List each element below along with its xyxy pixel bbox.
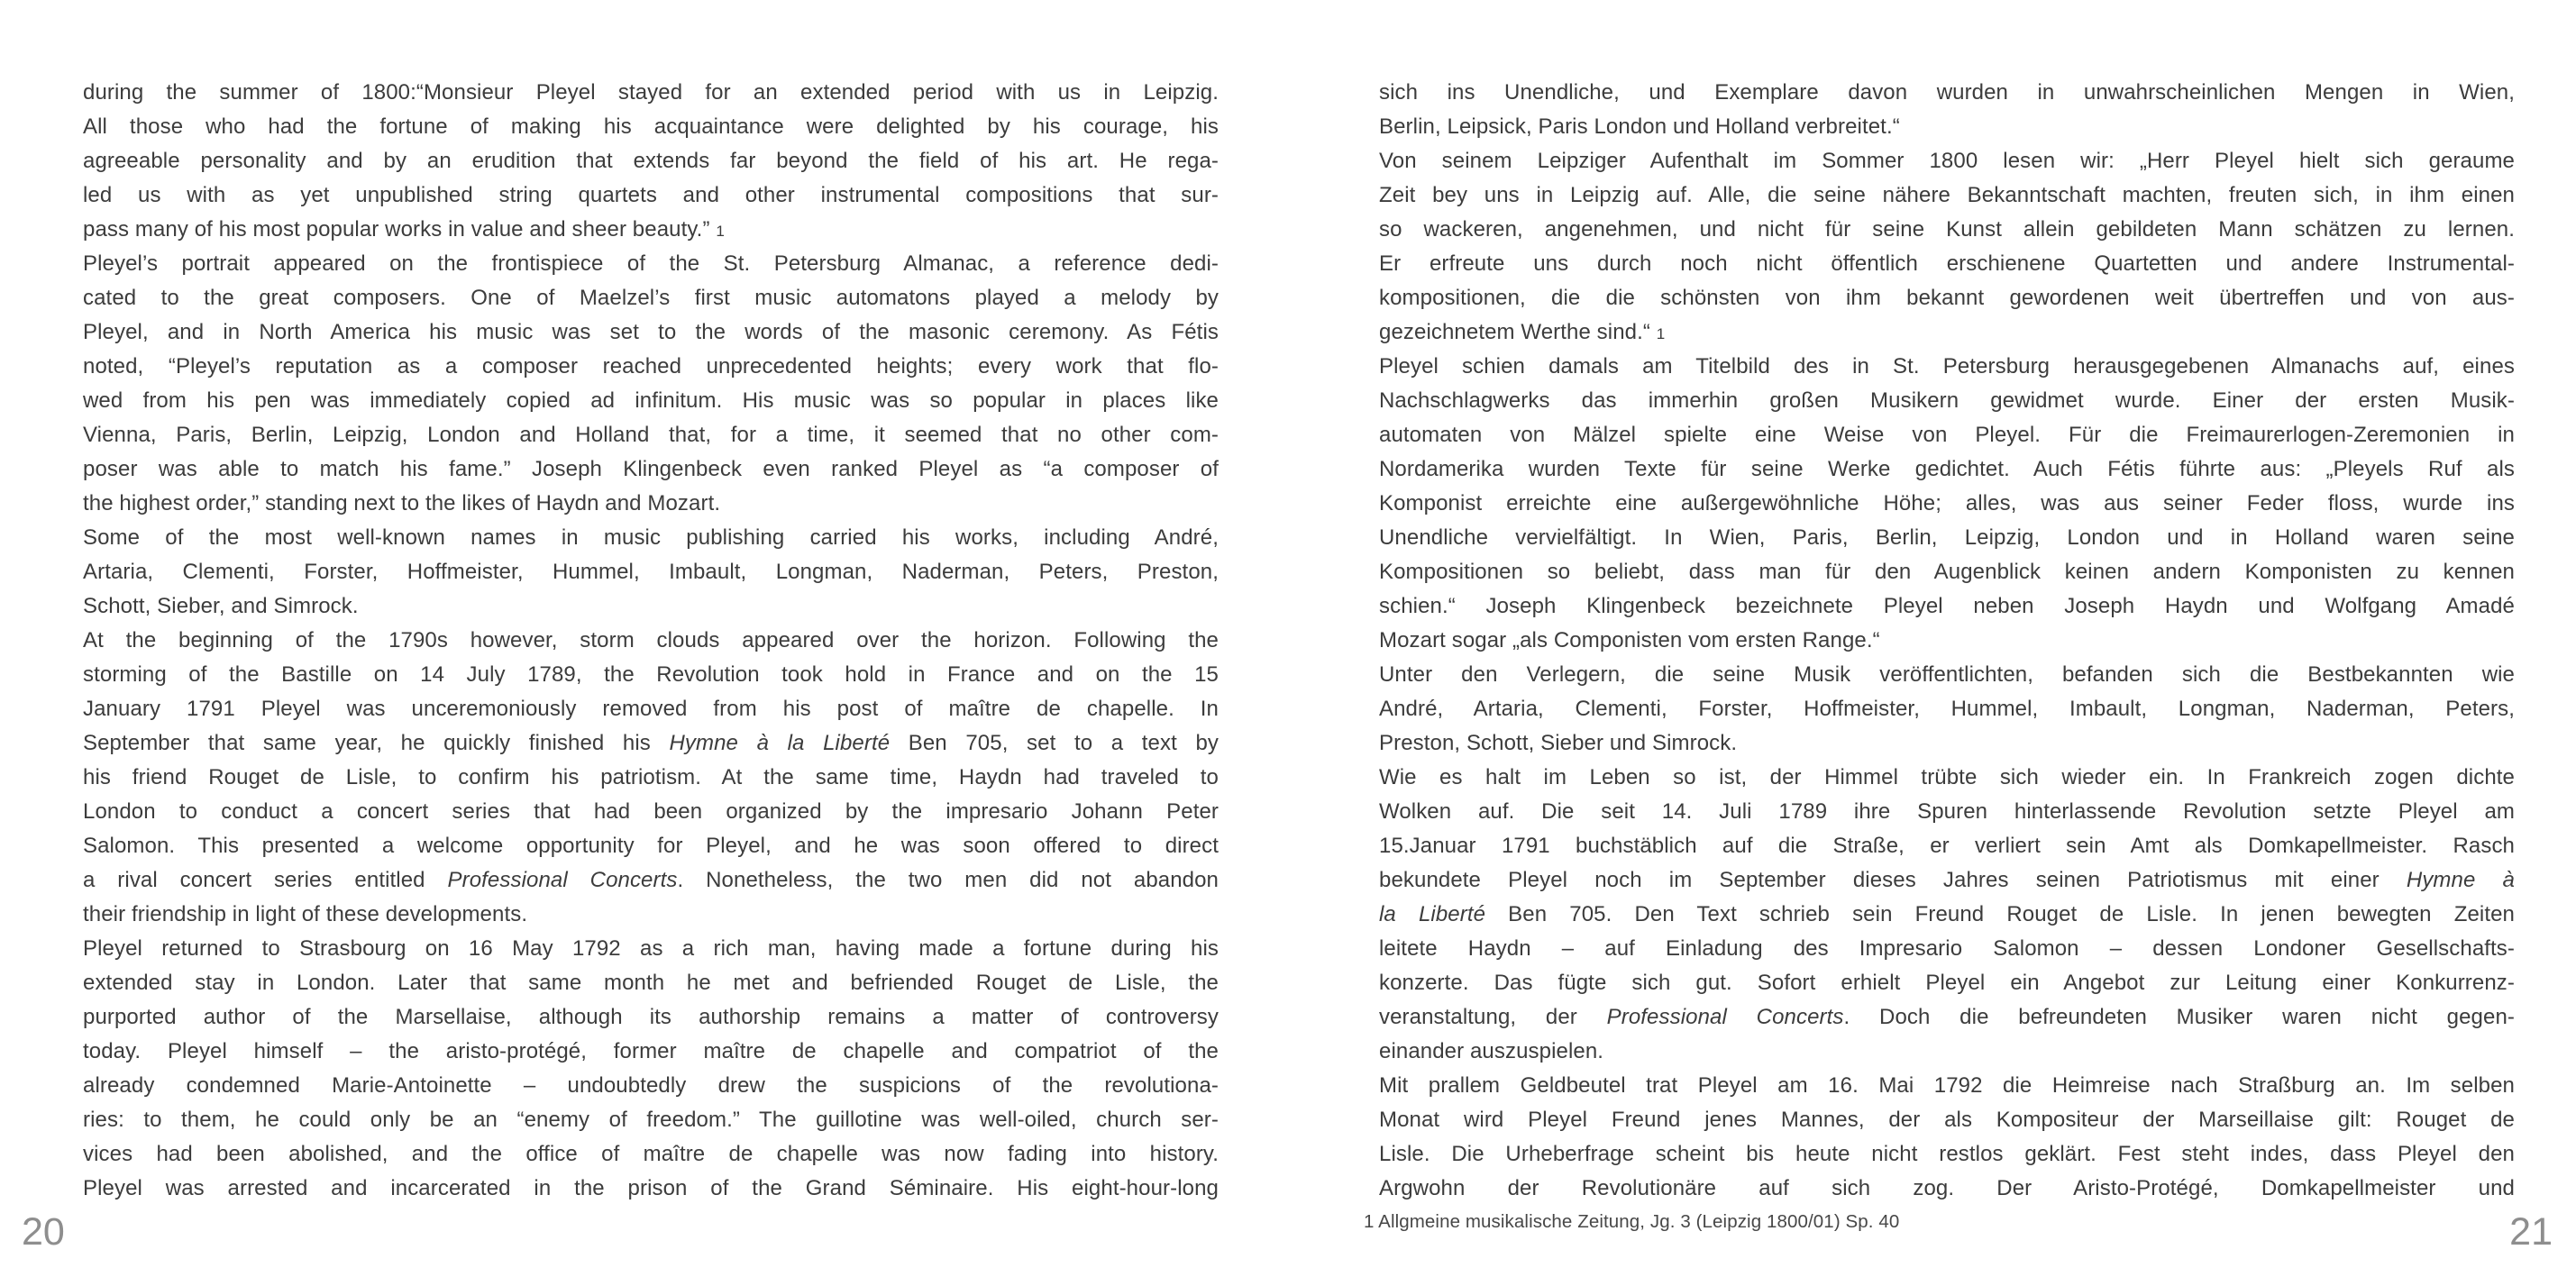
text-line: automaten von Mälzel spielte eine Weise von Pleyel. Für die Freimaurerlogen-Zeremonien in bbox=[1379, 423, 2515, 447]
text-line: 15.Januar 1791 buchstäblich auf die Straße, er verliert sein Amt als Domkapellmeister. Rasch bbox=[1379, 834, 2515, 858]
text-line: Er erfreute uns durch noch nicht öffentlich erschienene Quartetten und andere Instrumental- bbox=[1379, 251, 2515, 276]
page-right bbox=[1288, 0, 2576, 1277]
text-line: led us with as yet unpublished string quartets and other instrumental compositions that sur- bbox=[83, 183, 1219, 207]
italic-run: Professional Concerts bbox=[1606, 1005, 1844, 1029]
text-line: September that same year, he quickly finished his Hymne à la Liberté Ben 705, set to a text by bbox=[83, 731, 1219, 755]
text-line: their friendship in light of these developments. bbox=[83, 902, 528, 926]
text-line: Nachschlagwerks das immerhin großen Musikern gewidmet wurde. Einer der ersten Musik- bbox=[1379, 388, 2515, 413]
text-line: einander auszuspielen. bbox=[1379, 1039, 1604, 1063]
text-line: kompositionen, die die schönsten von ihm bekannt gewordenen weit übertreffen und von aus- bbox=[1379, 286, 2515, 310]
text-line: Unendliche vervielfältigt. In Wien, Paris, Berlin, Leipzig, London und in Holland waren seine bbox=[1379, 525, 2515, 550]
italic-run: Professional Concerts bbox=[447, 868, 678, 892]
text-line: gezeichnetem Werthe sind.“ 1 bbox=[1379, 320, 1666, 344]
text-line: Some of the most well-known names in music publishing carried his works, including André, bbox=[83, 525, 1219, 550]
text-line: wed from his pen was immediately copied ad infinitum. His music was so popular in places like bbox=[83, 388, 1219, 413]
text-line: Berlin, Leipsick, Paris London und Holland verbreitet.“ bbox=[1379, 114, 1900, 139]
text-line: January 1791 Pleyel was unceremoniously removed from his post of maître de chapelle. In bbox=[83, 697, 1219, 721]
text-line: cated to the great composers. One of Maelzel’s first music automatons played a melody by bbox=[83, 286, 1219, 310]
text-line: so wackeren, angenehmen, und nicht für seine Kunst allein gebildeten Mann schätzen zu lernen. bbox=[1379, 217, 2515, 242]
text-line: Salomon. This presented a welcome opportunity for Pleyel, and he was soon offered to direct bbox=[83, 834, 1219, 858]
text-line: Pleyel, and in North America his music was set to the words of the masonic ceremony. As Fétis bbox=[83, 320, 1219, 344]
text-line: agreeable personality and by an erudition that extends far beyond the field of his art. He rega- bbox=[83, 149, 1219, 173]
text-line: konzerte. Das fügte sich gut. Sofort erhielt Pleyel ein Angebot zur Leitung einer Konkurrenz- bbox=[1379, 971, 2515, 995]
text-line: noted, “Pleyel’s reputation as a composer reached unprecedented heights; every work that flo- bbox=[83, 354, 1219, 379]
text-line: At the beginning of the 1790s however, storm clouds appeared over the horizon. Following the bbox=[83, 628, 1219, 652]
text-line: André, Artaria, Clementi, Forster, Hoffmeister, Hummel, Imbault, Longman, Naderman, Peters, bbox=[1379, 697, 2515, 721]
text-line: during the summer of 1800:“Monsieur Pleyel stayed for an extended period with us in Leipzig. bbox=[83, 80, 1219, 105]
text-line: schien.“ Joseph Klingenbeck bezeichnete Pleyel neben Joseph Haydn und Wolfgang Amadé bbox=[1379, 594, 2515, 618]
text-line: purported author of the Marsellaise, although its authorship remains a matter of controversy bbox=[83, 1005, 1219, 1029]
text-line: Wolken auf. Die seit 14. Juli 1789 ihre Spuren hinterlassende Revolution setzte Pleyel am bbox=[1379, 799, 2515, 824]
text-line: Von seinem Leipziger Aufenthalt im Sommer 1800 lesen wir: „Herr Pleyel hielt sich geraume bbox=[1379, 149, 2515, 173]
italic-run: Hymne à bbox=[2406, 868, 2515, 892]
text-line: Mozart sogar „als Componisten vom ersten Range.“ bbox=[1379, 628, 1880, 652]
text-line: Artaria, Clementi, Forster, Hoffmeister, Hummel, Imbault, Longman, Naderman, Peters, Preston, bbox=[83, 560, 1219, 584]
text-line: storming of the Bastille on 14 July 1789, the Revolution took hold in France and on the 15 bbox=[83, 662, 1219, 687]
text-line: Nordamerika wurden Texte für seine Werke gedichtet. Auch Fétis führte aus: „Pleyels Ruf als bbox=[1379, 457, 2515, 481]
footnote-reference: 1 bbox=[716, 223, 725, 240]
text-line: bekundete Pleyel noch im September dieses Jahres seinen Patriotismus mit einer Hymne à bbox=[1379, 868, 2515, 892]
text-line: Unter den Verlegern, die seine Musik veröffentlichten, befanden sich die Bestbekannten wie bbox=[1379, 662, 2515, 687]
text-line: ries: to them, he could only be an “enemy of freedom.” The guillotine was well-oiled, church ser- bbox=[83, 1108, 1219, 1132]
text-line: Kompositionen so beliebt, dass man für den Augenblick keinen andern Komponisten zu kennen bbox=[1379, 560, 2515, 584]
left-text-column bbox=[83, 76, 1219, 1206]
text-line: Argwohn der Revolutionäre auf sich zog. Der Aristo-Protégé, Domkapellmeister und bbox=[1379, 1176, 2515, 1200]
text-line: Pleyel was arrested and incarcerated in the prison of the Grand Séminaire. His eight-hour-long bbox=[83, 1176, 1219, 1200]
text-line: Schott, Sieber, and Simrock. bbox=[83, 594, 359, 618]
footnote-reference: 1 bbox=[1656, 325, 1666, 342]
text-line: a rival concert series entitled Professional Concerts. Nonetheless, the two men did not abandon bbox=[83, 868, 1219, 892]
page-number-left: 20 bbox=[22, 1210, 65, 1254]
text-line: leitete Haydn – auf Einladung des Impresario Salomon – dessen Londoner Gesellschafts- bbox=[1379, 936, 2515, 961]
text-line: pass many of his most popular works in value and sheer beauty.” 1 bbox=[83, 217, 725, 242]
text-line: Wie es halt im Leben so ist, der Himmel trübte sich wieder ein. In Frankreich zogen dichte bbox=[1379, 765, 2515, 789]
italic-run: la Liberté bbox=[1379, 902, 1486, 926]
text-line: la Liberté Ben 705. Den Text schrieb sein Freund Rouget de Lisle. In jenen bewegten Zeiten bbox=[1379, 902, 2515, 926]
text-line: Pleyel schien damals am Titelbild des in St. Petersburg herausgegebenen Almanachs auf, eines bbox=[1379, 354, 2515, 379]
italic-run: Hymne à la Liberté bbox=[669, 731, 891, 755]
text-line: Vienna, Paris, Berlin, Leipzig, London and Holland that, for a time, it seemed that no other com- bbox=[83, 423, 1219, 447]
text-line: vices had been abolished, and the office of maître de chapelle was now fading into history. bbox=[83, 1142, 1219, 1166]
text-line: Zeit bey uns in Leipzig auf. Alle, die seine nähere Bekanntschaft machten, freuten sich, in ihm einen bbox=[1379, 183, 2515, 207]
text-line: Lisle. Die Urheberfrage scheint bis heute nicht restlos geklärt. Fest steht indes, dass Pleyel den bbox=[1379, 1142, 2515, 1166]
text-line: Pleyel returned to Strasbourg on 16 May 1792 as a rich man, having made a fortune during his bbox=[83, 936, 1219, 961]
text-line: All those who had the fortune of making his acquaintance were delighted by his courage, his bbox=[83, 114, 1219, 139]
page-number-right: 21 bbox=[2509, 1210, 2553, 1254]
footnote: 1 Allgmeine musikalische Zeitung, Jg. 3 (Leipzig 1800/01) Sp. 40 bbox=[1364, 1211, 1900, 1232]
text-line: London to conduct a concert series that had been organized by the impresario Johann Peter bbox=[83, 799, 1219, 824]
text-line: already condemned Marie-Antoinette – undoubtedly drew the suspicions of the revolutiona- bbox=[83, 1073, 1219, 1098]
text-line: Monat wird Pleyel Freund jenes Mannes, der als Kompositeur der Marseillaise gilt: Rouget de bbox=[1379, 1108, 2515, 1132]
text-line: poser was able to match his fame.” Joseph Klingenbeck even ranked Pleyel as “a composer of bbox=[83, 457, 1219, 481]
text-line: today. Pleyel himself – the aristo-protégé, former maître de chapelle and compatriot of the bbox=[83, 1039, 1219, 1063]
text-line: the highest order,” standing next to the likes of Haydn and Mozart. bbox=[83, 491, 721, 515]
text-line: extended stay in London. Later that same month he met and befriended Rouget de Lisle, the bbox=[83, 971, 1219, 995]
right-text-column bbox=[1379, 76, 2515, 1206]
text-line: veranstaltung, der Professional Concerts. Doch die befreundeten Musiker waren nicht gegen- bbox=[1379, 1005, 2515, 1029]
text-line: Mit prallem Geldbeutel trat Pleyel am 16. Mai 1792 die Heimreise nach Straßburg an. Im selben bbox=[1379, 1073, 2515, 1098]
text-line: Pleyel’s portrait appeared on the frontispiece of the St. Petersburg Almanac, a reference dedi- bbox=[83, 251, 1219, 276]
text-line: Komponist erreichte eine außergewöhnliche Höhe; alles, was aus seiner Feder floss, wurde ins bbox=[1379, 491, 2515, 515]
text-line: sich ins Unendliche, und Exemplare davon wurden in unwahrscheinlichen Mengen in Wien, bbox=[1379, 80, 2515, 105]
text-line: his friend Rouget de Lisle, to confirm his patriotism. At the same time, Haydn had traveled to bbox=[83, 765, 1219, 789]
text-line: Preston, Schott, Sieber und Simrock. bbox=[1379, 731, 1738, 755]
